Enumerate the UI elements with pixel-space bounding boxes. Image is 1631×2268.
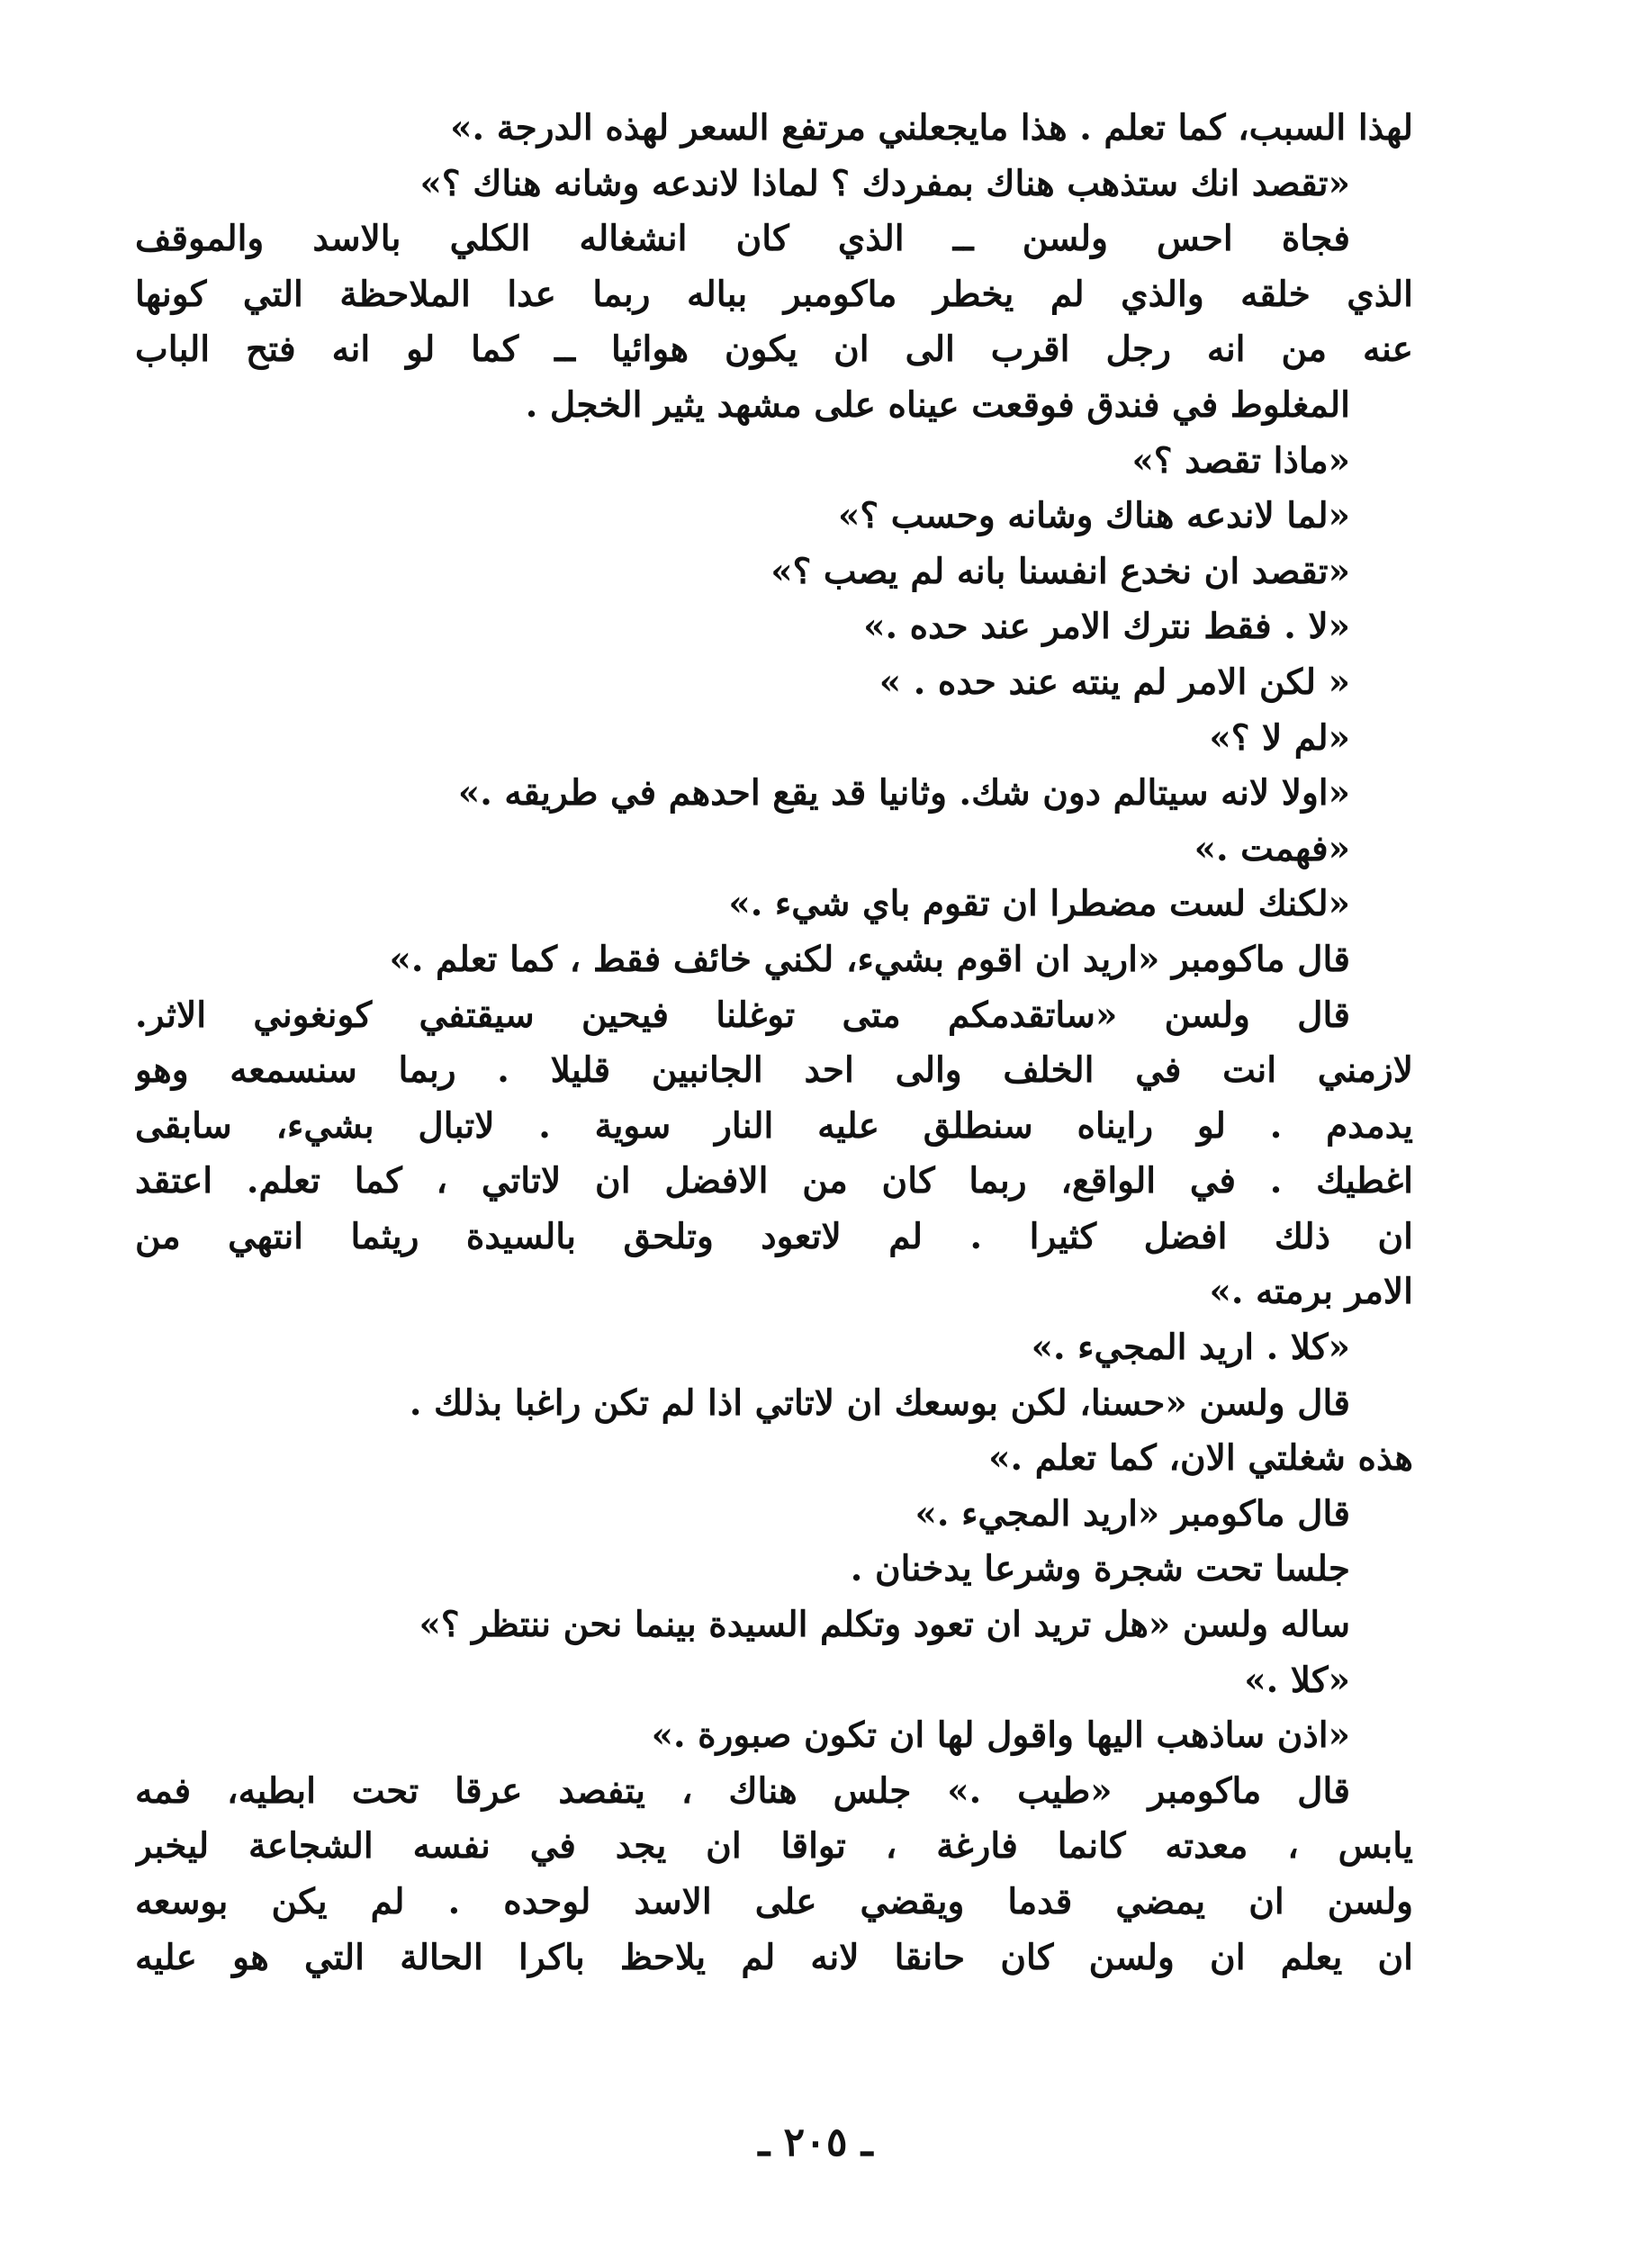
text-line: «اولا لانه سيتالم دون شك. وثانيا قد يقع احدهم في طريقه .»	[457, 772, 1350, 814]
text-line: «اذن ساذهب اليها واقول لها ان تكون صبورة .»	[651, 1714, 1350, 1757]
text-line: «لم لا ؟»	[1209, 716, 1350, 759]
text-line: «ماذا تقصد ؟»	[1131, 439, 1350, 482]
text-line: «لما لاندعه هناك وشانه وحسب ؟»	[838, 495, 1350, 537]
text-line: «فهمت .»	[1194, 827, 1350, 869]
text-line: قال ماكومبر «طيب .» جلس هناك ، يتفصد عرقا تحت ابطيه، فمه	[135, 1769, 1350, 1812]
text-line: عنه من انه رجل اقرب الى ان يكون هوائيا ــ كما لو انه فتح الباب	[135, 328, 1413, 371]
text-line: ساله ولسن «هل تريد ان تعود وتكلم السيدة بينما نحن ننتظر ؟»	[419, 1604, 1350, 1646]
text-line: ان يعلم ان ولسن كان حانقا لانه لم يلاحظ باكرا الحالة التي هو عليه	[135, 1936, 1413, 1978]
page-number: ـ ٢٠٥ ـ	[758, 2120, 873, 2165]
text-line: قال ماكومبر «اريد ان اقوم بشيء، لكني خائف فقط ، كما تعلم .»	[389, 938, 1350, 980]
text-line: «لا . فقط نترك الامر عند حده .»	[863, 606, 1350, 648]
text-line: ولسن ان يمضي قدما ويقضي على الاسد لوحده . لم يكن بوسعه	[135, 1881, 1413, 1922]
text-line: «لكنك لست مضطرا ان تقوم باي شيء .»	[728, 883, 1350, 925]
text-line: يدمدم . لو رايناه سنطلق عليه النار سوية . لاتبال بشيء، سابقى	[135, 1104, 1413, 1147]
text-line: لهذا السبب، كما تعلم . هذا مايجعلني مرتفع السعر لهذه الدرجة .»	[450, 107, 1413, 148]
body-text	[135, 101, 1413, 1985]
text-line: «كلا . اريد المجيء .»	[1031, 1327, 1350, 1369]
text-line: قال ماكومبر «اريد المجيء .»	[915, 1492, 1350, 1534]
text-line: اغطيك . في الواقع، ربما كان من الافضل ان لاتاتي ، كما تعلم. اعتقد	[135, 1160, 1413, 1202]
text-line: الذي خلقه والذي لم يخطر ماكومبر بباله ربما عدا الملاحظة التي كونها	[135, 273, 1413, 315]
text-line: فجاة احس ولسن ــ الذي كان انشغاله الكلي بالاسد والموقف	[135, 218, 1350, 260]
text-line: هذه شغلتي الان، كما تعلم .»	[988, 1437, 1413, 1480]
text-line: قال ولسن «حسنا، لكن بوسعك ان لاتاتي اذا لم تكن راغبا بذلك .	[409, 1382, 1350, 1424]
text-line: الامر برمته .»	[1209, 1271, 1413, 1313]
text-line: المغلوط في فندق فوقعت عيناه على مشهد يثير الخجل .	[525, 383, 1350, 426]
text-line: يابس ، معدته كانما فارغة ، تواقا ان يجد في نفسه الشجاعة ليخبر	[135, 1825, 1413, 1868]
text-line: «تقصد انك ستذهب هناك بمفردك ؟ لماذا لاندعه وشانه هناك ؟»	[419, 162, 1350, 204]
text-line: ان ذلك افضل كثيرا . لم لاتعود وتلحق بالسيدة ريثما انتهي من	[135, 1215, 1413, 1257]
text-line: «تقصد ان نخدع انفسنا بانه لم يصب ؟»	[770, 550, 1350, 592]
text-line: «كلا .»	[1244, 1659, 1350, 1701]
text-line: جلسا تحت شجرة وشرعا يدخنان .	[850, 1548, 1350, 1590]
text-line: « لكن الامر لم ينته عند حده . »	[879, 661, 1350, 703]
text-line: قال ولسن «ساتقدمكم متى توغلنا فيحين سيقتفي كونغوني الاثر.	[135, 994, 1350, 1036]
text-line: لازمني انت في الخلف والى احد الجانبين قليلا . ربما سنسمعه وهو	[135, 1049, 1413, 1092]
